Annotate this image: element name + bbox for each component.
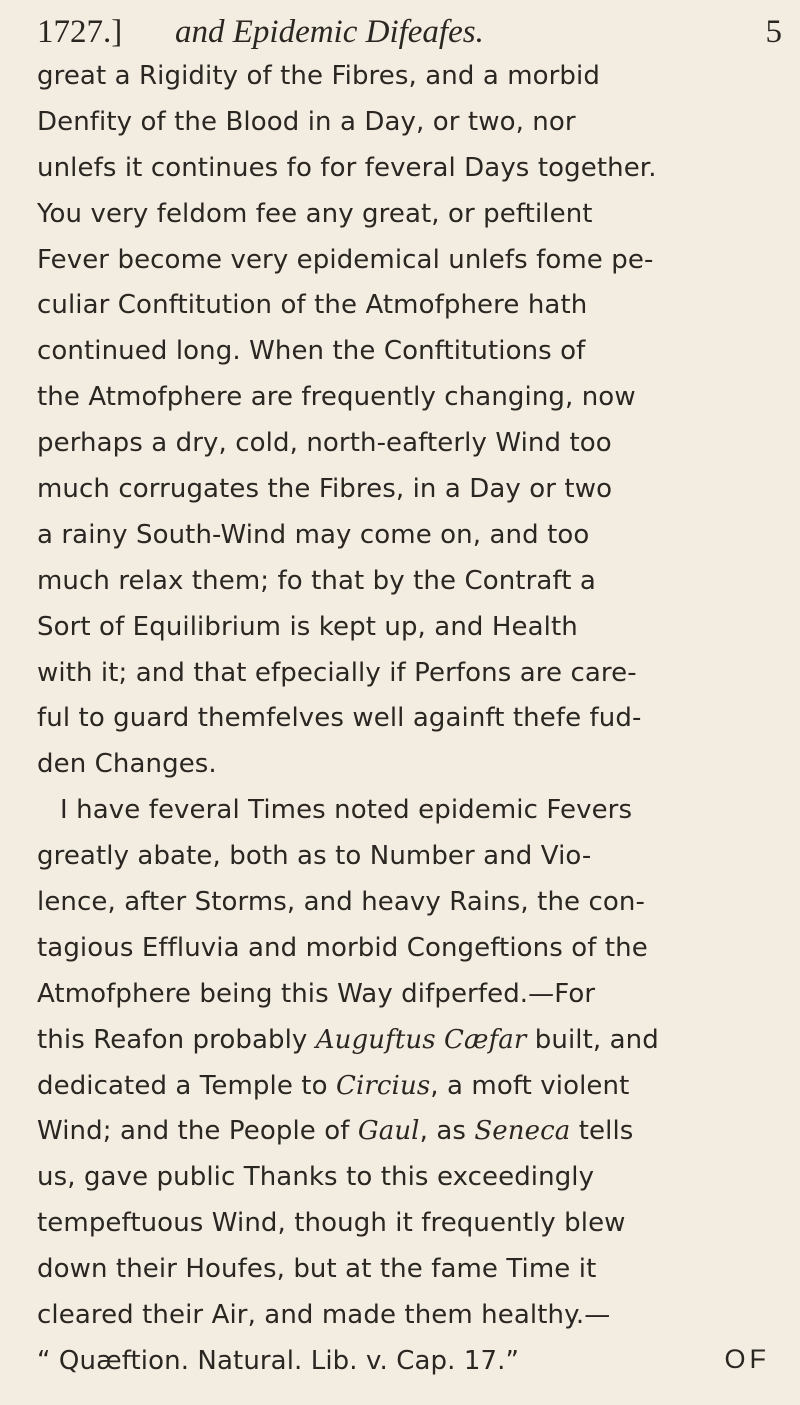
text-line: great a Rigidity of the Fibres, and a morbid — [37, 61, 600, 91]
text-line: den Changes. — [37, 749, 217, 780]
text-line: us, gave public Thanks to this exceedingly — [37, 1162, 595, 1193]
text-run: built, and — [526, 1024, 659, 1055]
text-line: cleared their Air, and made them healthy.— — [37, 1300, 611, 1331]
header-year: 1727.] — [37, 14, 123, 50]
text-line: tagious Effluvia and morbid Congeftions of the — [37, 932, 648, 963]
text-line: You very feldom fee any great, or peftilent — [37, 198, 593, 229]
italic-name-circius: Circius — [335, 1070, 431, 1101]
text-run: , a moft violent — [430, 1070, 630, 1101]
text-line — [37, 1018, 797, 1064]
italic-name-gaul: Gaul — [357, 1116, 420, 1147]
text-run: , as — [419, 1116, 475, 1147]
text-line: the Atmofphere are frequently changing, now — [37, 382, 636, 413]
text-line: much relax them; fo that by the Contraft a — [37, 565, 596, 596]
running-header — [37, 8, 782, 56]
text-line: Fever become very epidemical unlefs fome pe- — [37, 244, 654, 275]
text-run: this Reafon probably — [37, 1024, 316, 1055]
text-line: culiar Conftitution of the Atmofphere hath — [37, 290, 588, 321]
text-line: perhaps a dry, cold, north-eafterly Wind too — [37, 428, 612, 459]
text-run: dedicated a Temple to — [37, 1070, 336, 1101]
text-line: much corrugates the Fibres, in a Day or two — [37, 474, 613, 505]
text-line: greatly abate, both as to Number and Vio- — [37, 841, 592, 872]
text-line: Sort of Equilibrium is kept up, and Health — [37, 611, 578, 642]
italic-name-seneca: Seneca — [474, 1116, 571, 1147]
text-line — [37, 1064, 797, 1110]
text-line: unlefs it continues fo for feveral Days together. — [37, 152, 657, 183]
text-line: continued long. When the Conftitutions of — [37, 336, 586, 367]
text-line: ful to guard themfelves well againft thefe fud- — [37, 703, 642, 734]
text-run: Wind; and the People of — [37, 1116, 358, 1147]
text-line: Denfity of the Blood in a Day, or two, nor — [37, 106, 576, 137]
text-line: down their Houfes, but at the fame Time it — [37, 1254, 597, 1285]
text-line: with it; and that efpecially if Perfons are care- — [37, 657, 637, 688]
citation-line: “ Quæftion. Natural. Lib. v. Cap. 17.” — [37, 1345, 520, 1376]
text-line: lence, after Storms, and heavy Rains, the con- — [37, 887, 645, 918]
page-number: 5 — [765, 14, 782, 50]
text-line: a rainy South-Wind may come on, and too — [37, 519, 590, 550]
italic-name-augustus: Auguftus Cæfar — [315, 1024, 527, 1055]
text-line: tempeftuous Wind, though it frequently blew — [37, 1208, 626, 1239]
catchword: OF — [724, 1344, 770, 1374]
text-run: tells — [570, 1116, 634, 1147]
body-text — [37, 54, 797, 1385]
text-line — [37, 1109, 797, 1155]
text-line: Atmofphere being this Way difperfed.—For — [37, 978, 596, 1009]
paragraph-start-line: I have feveral Times noted epidemic Fevers — [60, 795, 633, 826]
running-title: and Epidemic Difeafes. — [175, 14, 484, 50]
